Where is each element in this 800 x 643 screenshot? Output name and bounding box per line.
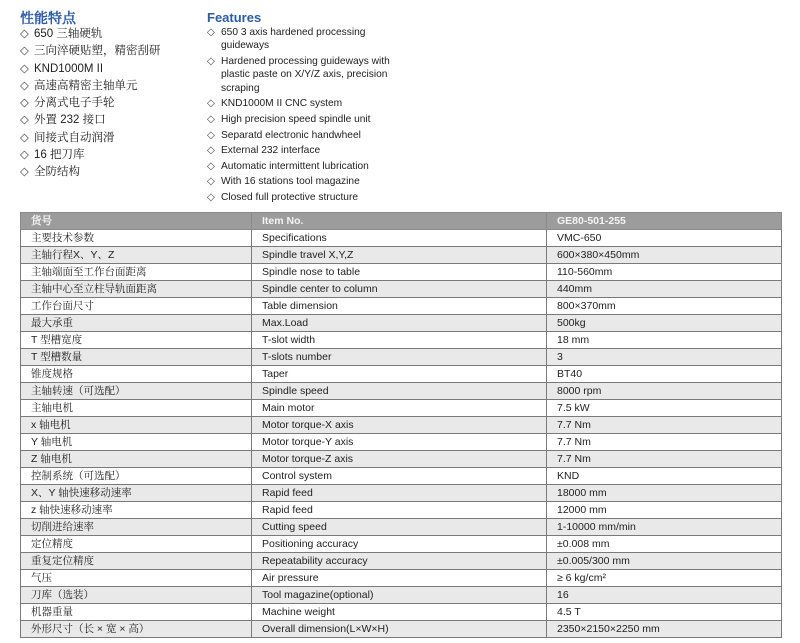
spec-name-en: Machine weight xyxy=(252,604,547,621)
spec-value: 7.7 Nm xyxy=(547,434,782,451)
spec-name-en: T-slot width xyxy=(252,332,547,349)
header-cell-cn: 货号 xyxy=(21,213,252,230)
diamond-bullet-icon: ◇ xyxy=(207,129,215,141)
spec-name-cn: 主要技术参数 xyxy=(21,230,252,247)
diamond-bullet-icon: ◇ xyxy=(20,97,29,110)
spec-name-cn: 气压 xyxy=(21,570,252,587)
feature-item xyxy=(207,113,407,126)
spec-value: BT40 xyxy=(547,366,782,383)
spec-name-cn: Z 轴电机 xyxy=(21,451,252,468)
spec-name-en: Positioning accuracy xyxy=(252,536,547,553)
spec-name-en: Cutting speed xyxy=(252,519,547,536)
spec-value: 4.5 T xyxy=(547,604,782,621)
feature-text: Closed full protective structure xyxy=(221,191,359,203)
table-row xyxy=(21,400,782,417)
spec-name-cn: 主轴行程X、Y、Z xyxy=(21,247,252,264)
feature-item xyxy=(20,130,205,147)
spec-value: ±0.008 mm xyxy=(547,536,782,553)
spec-name-cn: z 轴快速移动速率 xyxy=(21,502,252,519)
diamond-bullet-icon: ◇ xyxy=(207,114,215,125)
spec-name-en: Rapid feed xyxy=(252,485,547,502)
table-row xyxy=(21,298,782,315)
diamond-bullet-icon: ◇ xyxy=(20,131,29,144)
spec-name-cn: 主轴端面至工作台面距离 xyxy=(21,264,252,281)
table-row xyxy=(21,383,782,400)
diamond-bullet-icon: ◇ xyxy=(20,149,29,162)
spec-value: 7.7 Nm xyxy=(547,451,782,468)
spec-name-cn: 机器重量 xyxy=(21,604,252,621)
features-cn-section xyxy=(20,10,205,182)
table-row xyxy=(21,281,782,298)
table-row xyxy=(21,502,782,519)
spec-value: 110-560mm xyxy=(547,264,782,281)
spec-name-cn: 定位精度 xyxy=(21,536,252,553)
table-row xyxy=(21,536,782,553)
table-row xyxy=(21,604,782,621)
table-row xyxy=(21,468,782,485)
spec-value: ±0.005/300 mm xyxy=(547,553,782,570)
spec-value: 12000 mm xyxy=(547,502,782,519)
diamond-bullet-icon: ◇ xyxy=(207,160,215,172)
spec-value: 7.7 Nm xyxy=(547,417,782,434)
feature-text: 三向淬硬贴塑，精密刮研 xyxy=(34,45,161,58)
spec-value: VMC-650 xyxy=(547,230,782,247)
feature-text: With 16 stations tool magazine xyxy=(221,176,360,188)
spec-value: 3 xyxy=(547,349,782,366)
feature-item xyxy=(20,61,205,78)
diamond-bullet-icon: ◇ xyxy=(20,28,29,40)
spec-name-cn: 锥度规格 xyxy=(21,366,252,383)
feature-item xyxy=(20,147,205,164)
table-row xyxy=(21,553,782,570)
spec-name-cn: 最大承重 xyxy=(21,315,252,332)
spec-name-cn: T 型槽宽度 xyxy=(21,332,252,349)
spec-name-cn: 外形尺寸（长 × 宽 × 高） xyxy=(21,621,252,638)
table-row xyxy=(21,570,782,587)
table-row xyxy=(21,417,782,434)
feature-text: 高速高精密主轴单元 xyxy=(34,79,138,92)
spec-name-en: Spindle nose to table xyxy=(252,264,547,281)
feature-text: 16 把刀库 xyxy=(34,149,85,162)
table-row xyxy=(21,366,782,383)
feature-text: 间接式自动润滑 xyxy=(34,131,115,144)
spec-name-en: Rapid feed xyxy=(252,502,547,519)
spec-name-cn: x 轴电机 xyxy=(21,417,252,434)
spec-value: ≥ 6 kg/cm² xyxy=(547,570,782,587)
diamond-bullet-icon: ◇ xyxy=(20,45,29,58)
spec-name-cn: 主轴中心至立柱导轨面距离 xyxy=(21,281,252,298)
feature-text: KND1000M II xyxy=(34,62,104,75)
spec-value: 8000 rpm xyxy=(547,383,782,400)
table-header-row xyxy=(21,213,782,230)
table-row xyxy=(21,349,782,366)
spec-value: 800×370mm xyxy=(547,298,782,315)
table-row xyxy=(21,247,782,264)
table-row xyxy=(21,264,782,281)
spec-value: 16 xyxy=(547,587,782,604)
spec-name-cn: 切削进给速率 xyxy=(21,519,252,536)
diamond-bullet-icon: ◇ xyxy=(20,79,29,92)
feature-item xyxy=(207,191,407,204)
feature-text: KND1000M II CNC system xyxy=(221,98,343,110)
spec-name-en: Spindle center to column xyxy=(252,281,547,298)
features-cn-title: 性能特点 xyxy=(20,10,76,26)
feature-item xyxy=(207,55,407,95)
spec-name-cn: X、Y 轴快速移动速率 xyxy=(21,485,252,502)
spec-name-en: Spindle speed xyxy=(252,383,547,400)
feature-text: High precision speed spindle unit xyxy=(221,114,371,125)
feature-text: Hardened processing guideways with plastic paste on X/Y/Z axis, precision scraping xyxy=(221,56,390,94)
diamond-bullet-icon: ◇ xyxy=(20,166,29,179)
feature-text: External 232 interface xyxy=(221,145,321,157)
spec-name-en: T-slots number xyxy=(252,349,547,366)
table-row xyxy=(21,332,782,349)
diamond-bullet-icon: ◇ xyxy=(207,191,215,203)
feature-item xyxy=(207,129,407,142)
features-en-title: Features xyxy=(207,10,262,25)
spec-value: 600×380×450mm xyxy=(547,247,782,264)
spec-name-cn: Y 轴电机 xyxy=(21,434,252,451)
feature-item xyxy=(20,95,205,112)
diamond-bullet-icon: ◇ xyxy=(207,27,215,38)
spec-name-cn: 主轴电机 xyxy=(21,400,252,417)
spec-name-cn: 工作台面尺寸 xyxy=(21,298,252,315)
table-row xyxy=(21,451,782,468)
spec-value: 7.5 kW xyxy=(547,400,782,417)
spec-value: 440mm xyxy=(547,281,782,298)
diamond-bullet-icon: ◇ xyxy=(207,98,215,110)
spec-value: KND xyxy=(547,468,782,485)
spec-value: 18000 mm xyxy=(547,485,782,502)
feature-item xyxy=(20,112,205,129)
diamond-bullet-icon: ◇ xyxy=(207,56,215,67)
feature-text: 外置 232 接口 xyxy=(34,114,106,127)
diamond-bullet-icon: ◇ xyxy=(207,176,215,188)
table-row xyxy=(21,315,782,332)
spec-name-en: Air pressure xyxy=(252,570,547,587)
spec-value: 500kg xyxy=(547,315,782,332)
feature-item xyxy=(207,160,407,173)
spec-name-en: Taper xyxy=(252,366,547,383)
header-cell-item: Item No. xyxy=(252,213,547,230)
feature-text: Separatd electronic handwheel xyxy=(221,129,361,141)
spec-name-en: Control system xyxy=(252,468,547,485)
spec-name-en: Max.Load xyxy=(252,315,547,332)
spec-name-en: Tool magazine(optional) xyxy=(252,587,547,604)
feature-item xyxy=(20,78,205,95)
spec-name-en: Main motor xyxy=(252,400,547,417)
table-row xyxy=(21,519,782,536)
feature-item xyxy=(20,26,205,43)
feature-text: 650 3 axis hardened processing guideways xyxy=(221,27,366,52)
feature-text: Automatic intermittent lubrication xyxy=(221,160,369,172)
feature-item xyxy=(207,26,407,53)
spec-name-cn: 重复定位精度 xyxy=(21,553,252,570)
spec-name-en: Spindle travel X,Y,Z xyxy=(252,247,547,264)
spec-name-cn: 刀库（选装） xyxy=(21,587,252,604)
table-row xyxy=(21,434,782,451)
table-row xyxy=(21,485,782,502)
table-row xyxy=(21,587,782,604)
spec-name-en: Overall dimension(L×W×H) xyxy=(252,621,547,638)
spec-name-en: Motor torque-X axis xyxy=(252,417,547,434)
feature-text: 全防结构 xyxy=(34,166,80,179)
feature-item xyxy=(207,144,407,157)
features-cn-list xyxy=(20,26,205,182)
diamond-bullet-icon: ◇ xyxy=(207,145,215,157)
spec-name-en: Motor torque-Z axis xyxy=(252,451,547,468)
feature-item xyxy=(207,175,407,188)
feature-item xyxy=(207,97,407,110)
feature-text: 650 三轴硬轨 xyxy=(34,28,103,40)
header-cell-model: GE80-501-255 xyxy=(547,213,782,230)
spec-name-en: Table dimension xyxy=(252,298,547,315)
spec-name-en: Specifications xyxy=(252,230,547,247)
table-row xyxy=(21,621,782,638)
diamond-bullet-icon: ◇ xyxy=(20,62,29,75)
table-row xyxy=(21,230,782,247)
features-en-list xyxy=(207,26,407,204)
specifications-table xyxy=(20,212,782,638)
spec-value: 18 mm xyxy=(547,332,782,349)
spec-name-cn: T 型槽数量 xyxy=(21,349,252,366)
spec-value: 1-10000 mm/min xyxy=(547,519,782,536)
spec-name-en: Repeatability accuracy xyxy=(252,553,547,570)
feature-item xyxy=(20,164,205,181)
feature-text: 分离式电子手轮 xyxy=(34,97,115,110)
spec-name-en: Motor torque-Y axis xyxy=(252,434,547,451)
spec-name-cn: 主轴转速（可选配） xyxy=(21,383,252,400)
feature-item xyxy=(20,43,205,60)
diamond-bullet-icon: ◇ xyxy=(20,114,29,127)
spec-value: 2350×2150×2250 mm xyxy=(547,621,782,638)
spec-name-cn: 控制系统（可选配） xyxy=(21,468,252,485)
features-en-section xyxy=(207,10,407,207)
